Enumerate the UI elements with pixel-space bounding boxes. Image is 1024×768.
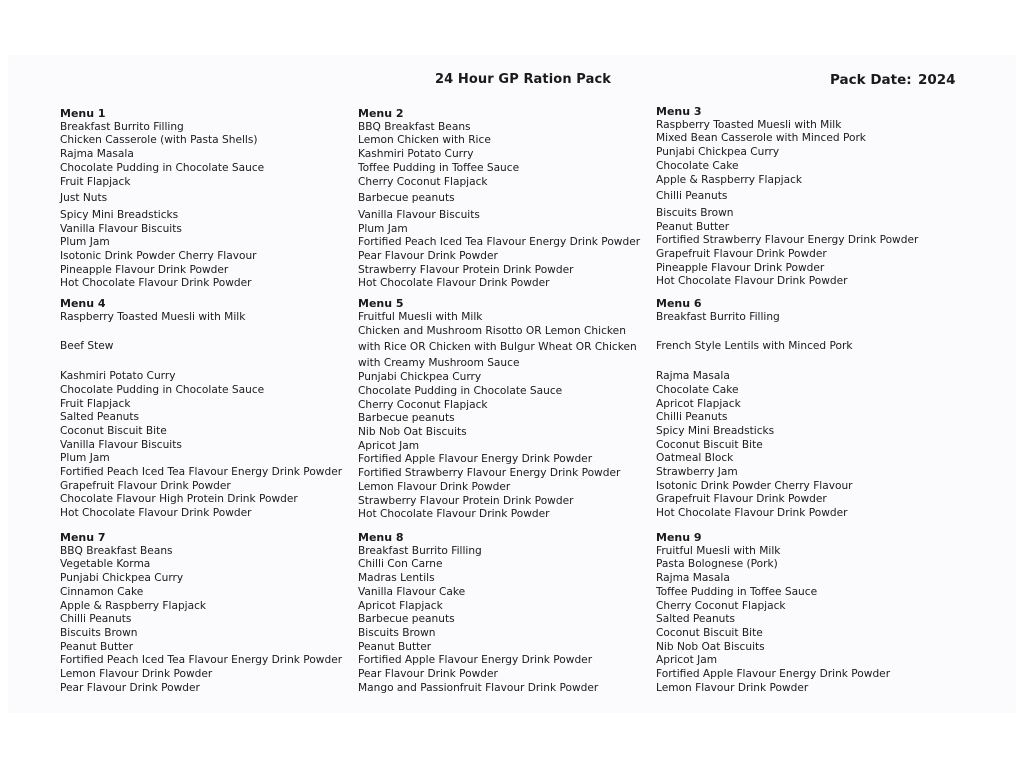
menu-item: Coconut Biscuit Bite xyxy=(656,626,763,639)
menu-item: Fortified Peach Iced Tea Flavour Energy Drink Powder xyxy=(358,236,641,249)
menu-item-list xyxy=(60,121,355,291)
spacer xyxy=(60,354,355,370)
menu-title: Menu 1 xyxy=(60,107,106,120)
menu-7 xyxy=(60,531,355,695)
menu-item: Grapefruit Flavour Drink Powder xyxy=(656,493,827,506)
menu-item: Peanut Butter xyxy=(656,220,730,233)
menu-8 xyxy=(358,531,653,695)
menu-title: Menu 9 xyxy=(656,531,702,544)
menu-item: Rajma Masala xyxy=(656,370,730,383)
menu-item: Hot Chocolate Flavour Drink Powder xyxy=(656,275,848,288)
menu-item: Lemon Flavour Drink Powder xyxy=(656,681,809,694)
menu-item: Punjabi Chickpea Curry xyxy=(358,371,482,384)
menu-item: Cinnamon Cake xyxy=(60,585,144,598)
menu-4 xyxy=(60,297,355,521)
pack-date-value: 2024 xyxy=(918,72,956,88)
menu-item: Rajma Masala xyxy=(60,148,134,161)
menu-item: Chocolate Pudding in Chocolate Sauce xyxy=(60,383,265,396)
menu-item: Hot Chocolate Flavour Drink Powder xyxy=(60,507,252,520)
menu-item: Chicken Casserole (with Pasta Shells) xyxy=(60,134,258,147)
menu-item: Plum Jam xyxy=(358,222,408,235)
menu-item: Apple & Raspberry Flapjack xyxy=(656,173,803,186)
menu-item-list xyxy=(60,311,355,521)
menu-item: Fortified Peach Iced Tea Flavour Energy Drink Powder xyxy=(60,654,343,667)
menu-item: Chilli Con Carne xyxy=(358,558,443,571)
menu-item: Barbecue peanuts xyxy=(358,192,455,205)
menu-item: Oatmeal Block xyxy=(656,452,734,465)
menu-item: Salted Peanuts xyxy=(656,613,736,626)
menu-item: Raspberry Toasted Muesli with Milk xyxy=(60,310,246,323)
menu-item: Kashmiri Potato Curry xyxy=(60,370,176,383)
menu-item: Grapefruit Flavour Drink Powder xyxy=(656,248,827,261)
menu-item: Punjabi Chickpea Curry xyxy=(60,572,184,585)
menu-item: Raspberry Toasted Muesli with Milk xyxy=(656,118,842,131)
menu-item: Rajma Masala xyxy=(656,572,730,585)
menu-item: Madras Lentils xyxy=(358,572,435,585)
menu-item: Isotonic Drink Powder Cherry Flavour xyxy=(656,479,853,492)
menu-item: Breakfast Burrito Filling xyxy=(656,310,780,323)
menu-item: Chocolate Pudding in Chocolate Sauce xyxy=(358,384,563,397)
menu-item: Lemon Flavour Drink Powder xyxy=(358,480,511,493)
menu-item: Breakfast Burrito Filling xyxy=(60,120,184,133)
menu-item: Pear Flavour Drink Powder xyxy=(60,681,200,694)
menu-item: Cherry Coconut Flapjack xyxy=(358,398,488,411)
menu-item: Pear Flavour Drink Powder xyxy=(358,668,498,681)
menu-item: Pineapple Flavour Drink Powder xyxy=(60,263,229,276)
menu-item: Hot Chocolate Flavour Drink Powder xyxy=(60,277,252,290)
menu-item: Fortified Strawberry Flavour Energy Drink Powder xyxy=(358,467,621,480)
menu-item: Chocolate Cake xyxy=(656,383,739,396)
menu-item: Fortified Strawberry Flavour Energy Drink Powder xyxy=(656,234,919,247)
menu-item: Cherry Coconut Flapjack xyxy=(358,175,488,188)
menu-9 xyxy=(656,531,951,695)
menu-item: Isotonic Drink Powder Cherry Flavour xyxy=(60,250,257,263)
menu-item: Hot Chocolate Flavour Drink Powder xyxy=(358,508,550,521)
spacer xyxy=(60,324,355,340)
menu-item: Spicy Mini Breadsticks xyxy=(60,208,179,221)
menu-item: Vanilla Flavour Biscuits xyxy=(358,208,480,221)
menu-item: Hot Chocolate Flavour Drink Powder xyxy=(358,277,550,290)
menu-item: Breakfast Burrito Filling xyxy=(358,544,482,557)
menu-item: Apricot Flapjack xyxy=(358,599,443,612)
menu-title: Menu 3 xyxy=(656,105,702,118)
menu-item: Peanut Butter xyxy=(358,640,432,653)
menu-item: Apricot Flapjack xyxy=(656,397,741,410)
menu-6 xyxy=(656,297,951,521)
menu-item: Mango and Passionfruit Flavour Drink Powder xyxy=(358,681,599,694)
menu-item: Salted Peanuts xyxy=(60,411,140,424)
menu-item: Chilli Peanuts xyxy=(60,613,132,626)
menu-5 xyxy=(358,297,653,522)
menu-title: Menu 7 xyxy=(60,531,106,544)
menu-item: Coconut Biscuit Bite xyxy=(60,424,167,437)
spacer xyxy=(656,354,951,370)
menu-item-list xyxy=(358,121,653,291)
menu-item-list xyxy=(358,311,653,522)
menu-item: Vanilla Flavour Biscuits xyxy=(60,222,182,235)
menu-item: Lemon Chicken with Rice xyxy=(358,134,491,147)
menu-item: Pasta Bolognese (Pork) xyxy=(656,558,778,571)
menu-item: Nib Nob Oat Biscuits xyxy=(656,640,765,653)
menu-item: Vegetable Korma xyxy=(60,558,151,571)
menu-item: Coconut Biscuit Bite xyxy=(656,438,763,451)
menu-item: Fortified Apple Flavour Energy Drink Powder xyxy=(358,654,593,667)
menu-item: Biscuits Brown xyxy=(358,626,436,639)
menu-item: BBQ Breakfast Beans xyxy=(358,120,471,133)
menu-item: Chilli Peanuts xyxy=(656,411,728,424)
menu-item: Fruitful Muesli with Milk xyxy=(656,544,781,557)
menu-item-list xyxy=(358,545,653,696)
menu-title: Menu 5 xyxy=(358,297,404,310)
menu-item: Hot Chocolate Flavour Drink Powder xyxy=(656,507,848,520)
menu-item: Strawberry Flavour Protein Drink Powder xyxy=(358,263,574,276)
menu-item: Chocolate Flavour High Protein Drink Powder xyxy=(60,493,298,506)
pack-date-label: Pack Date: xyxy=(830,72,912,88)
menu-item: Fortified Apple Flavour Energy Drink Powder xyxy=(358,453,593,466)
menu-item: Grapefruit Flavour Drink Powder xyxy=(60,479,231,492)
menu-title: Menu 6 xyxy=(656,297,702,310)
menu-item: BBQ Breakfast Beans xyxy=(60,544,173,557)
menu-item: Plum Jam xyxy=(60,236,110,249)
menu-item: Apple & Raspberry Flapjack xyxy=(60,599,207,612)
menu-item-list xyxy=(60,545,355,696)
menu-item: Barbecue peanuts xyxy=(358,412,455,425)
menu-3 xyxy=(656,105,951,289)
menu-item: Spicy Mini Breadsticks xyxy=(656,424,775,437)
menu-item: French Style Lentils with Minced Pork xyxy=(656,340,853,353)
menu-item: Fruit Flapjack xyxy=(60,397,131,410)
menu-item: Kashmiri Potato Curry xyxy=(358,148,474,161)
menu-item: Biscuits Brown xyxy=(656,206,734,219)
menu-title: Menu 2 xyxy=(358,107,404,120)
menu-item: Peanut Butter xyxy=(60,640,134,653)
menu-item-list xyxy=(656,545,951,696)
menu-item: Vanilla Flavour Cake xyxy=(358,585,466,598)
menu-item: Chocolate Cake xyxy=(656,159,739,172)
menu-item: Apricot Jam xyxy=(358,439,420,452)
menu-item: Toffee Pudding in Toffee Sauce xyxy=(358,161,520,174)
menu-item: Pineapple Flavour Drink Powder xyxy=(656,261,825,274)
document-title: 24 Hour GP Ration Pack xyxy=(435,72,612,87)
menu-item: Fortified Peach Iced Tea Flavour Energy Drink Powder xyxy=(60,466,343,479)
menu-item: Chicken and Mushroom Risotto OR Lemon Chicken with Rice OR Chicken with Bulgur Wheat OR Chicken with Creamy Mushroom Sauce xyxy=(358,325,637,369)
menu-item-list xyxy=(656,311,951,521)
menu-item: Plum Jam xyxy=(60,452,110,465)
menu-title: Menu 4 xyxy=(60,297,106,310)
menu-item: Fruit Flapjack xyxy=(60,175,131,188)
menu-item: Fruitful Muesli with Milk xyxy=(358,310,483,323)
menu-item: Beef Stew xyxy=(60,340,114,353)
menu-item: Mixed Bean Casserole with Minced Pork xyxy=(656,132,866,145)
menu-item: Fortified Apple Flavour Energy Drink Powder xyxy=(656,668,891,681)
menu-title: Menu 8 xyxy=(358,531,404,544)
menu-item: Barbecue peanuts xyxy=(358,613,455,626)
menu-item: Chocolate Pudding in Chocolate Sauce xyxy=(60,161,265,174)
menu-1 xyxy=(60,107,355,291)
menu-item: Cherry Coconut Flapjack xyxy=(656,599,786,612)
menu-item: Strawberry Jam xyxy=(656,466,738,479)
menu-item: Apricot Jam xyxy=(656,654,718,667)
menu-item: Toffee Pudding in Toffee Sauce xyxy=(656,585,818,598)
menu-item-list xyxy=(656,119,951,289)
menu-item: Vanilla Flavour Biscuits xyxy=(60,438,182,451)
menu-item: Pear Flavour Drink Powder xyxy=(358,250,498,263)
spacer xyxy=(656,324,951,340)
menu-item: Lemon Flavour Drink Powder xyxy=(60,668,213,681)
menu-item: Chilli Peanuts xyxy=(656,190,728,203)
menu-item: Strawberry Flavour Protein Drink Powder xyxy=(358,494,574,507)
menu-item: Just Nuts xyxy=(60,192,108,205)
menu-2 xyxy=(358,107,653,291)
menu-item: Punjabi Chickpea Curry xyxy=(656,146,780,159)
menu-item: Biscuits Brown xyxy=(60,626,138,639)
menu-item: Nib Nob Oat Biscuits xyxy=(358,426,467,438)
